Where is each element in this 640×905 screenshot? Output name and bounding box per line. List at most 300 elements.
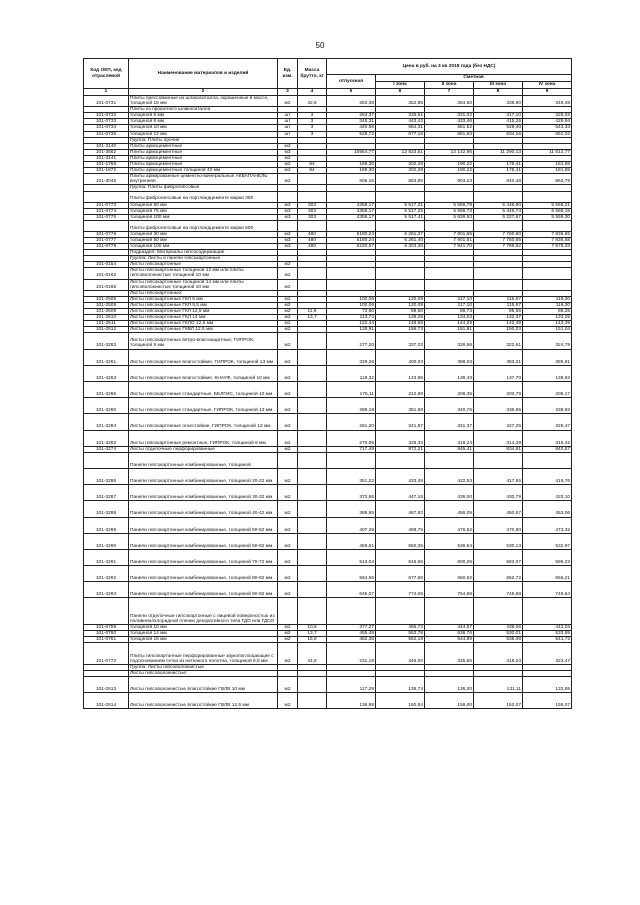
row-price-zone-3: 7 760,60 (474, 231, 523, 237)
row-mass (298, 398, 327, 414)
row-mass: 303 (298, 208, 327, 214)
row-mass: 13,7 (298, 631, 327, 637)
row-code: 101-2514 (84, 693, 129, 709)
row-name: Листы отделочные перфорированные (129, 446, 278, 452)
row-unit: м3 (278, 243, 298, 249)
row-name: Листы гипсокартонные стандартные, БЕЛГИС, толщиной 10 мм (129, 381, 278, 397)
header-zone-3: III зона (474, 82, 523, 89)
row-price-zone-4: 133,25 (523, 315, 572, 321)
row-mass (298, 220, 327, 231)
row-price-zone-3: 318,24 (474, 643, 523, 664)
row-price-zone-2: 117,10 (425, 296, 474, 302)
row-price-zone-2: 136,20 (425, 676, 474, 692)
row-price-zone-3: 430,79 (474, 485, 523, 501)
row-mass (298, 279, 327, 290)
row-price-zone-3: 327,25 (474, 414, 523, 430)
row-price-release: 100,06 (327, 302, 376, 308)
row-price-zone-2: 86,73 (425, 309, 474, 315)
table-row (84, 191, 572, 202)
header-zone-1: I зона (376, 82, 425, 89)
row-mass: 3 (298, 131, 327, 137)
row-name: Плиты фиброгипсовые на портландцементе марки 500 (129, 220, 278, 231)
row-price-zone-3: 593,07 (474, 549, 523, 565)
row-unit: м2 (278, 485, 298, 501)
header-unit: Ед. изм. (278, 59, 298, 89)
row-price-zone-4: 453,06 (523, 501, 572, 517)
row-price-zone-3: 439,06 (474, 625, 523, 631)
row-price-zone-3: 338,90 (474, 96, 523, 107)
row-price-release: 100,06 (327, 296, 376, 302)
row-mass (298, 268, 327, 279)
row-code: 101-0773 (84, 202, 129, 208)
row-price-zone-3 (474, 279, 523, 290)
row-price-zone-3: 417,55 (474, 468, 523, 484)
row-price-zone-4: 338,83 (523, 398, 572, 414)
row-unit: м2 (278, 625, 298, 631)
row-price-zone-1: 351,58 (376, 398, 425, 414)
row-price-zone-1: 337,02 (376, 333, 425, 349)
row-code: 101-2508 (84, 302, 129, 308)
row-price-zone-4: 532,97 (523, 533, 572, 549)
row-price-zone-2: 536,76 (425, 631, 474, 637)
row-price-zone-4: 533,65 (523, 631, 572, 637)
row-price-zone-3: 415,26 (474, 119, 523, 125)
column-index: 3 (278, 89, 298, 96)
table-row (84, 598, 572, 625)
row-price-zone-1: 550,35 (376, 533, 425, 549)
row-price-zone-2: 190,22 (425, 168, 474, 174)
row-name: Листы гипсокартонные ГКЛО 12,5 мм (129, 321, 278, 327)
row-price-zone-2 (425, 452, 474, 468)
row-price-zone-2: 436,00 (425, 485, 474, 501)
row-mass: 3 (298, 125, 327, 131)
row-price-zone-1: 138,28 (376, 315, 425, 321)
row-price-release: 345,31 (327, 119, 376, 125)
row-code: 101-0776 (84, 231, 129, 237)
row-price-zone-2: 661,93 (425, 131, 474, 137)
row-name: Плиты прессованные из шлакоситалла, окрашенные в массе, толщиной 15 мм (129, 96, 278, 107)
row-mass (298, 414, 327, 430)
row-mass (298, 365, 327, 381)
row-price-zone-3: 840,48 (474, 174, 523, 185)
table-row (84, 643, 572, 664)
row-code: 101-3280 (84, 398, 129, 414)
row-price-zone-1: 12 823,51 (376, 149, 425, 155)
row-price-zone-2: 456,09 (425, 501, 474, 517)
row-unit: м2 (278, 96, 298, 107)
row-price-zone-4: 324,79 (523, 333, 572, 349)
row-mass (298, 191, 327, 202)
row-price-zone-2: 7 901,61 (425, 237, 474, 243)
row-unit: м2 (278, 549, 298, 565)
row-mass (298, 468, 327, 484)
row-price-zone-3: 176,41 (474, 162, 523, 168)
row-price-release: 389,85 (327, 501, 376, 517)
row-price-release: 169,30 (327, 168, 376, 174)
row-unit: м3 (278, 237, 298, 243)
row-price-zone-1: 143,85 (376, 365, 425, 381)
row-name: Подраздел: Материалы гипсосодержащие (129, 250, 278, 256)
row-code: 101-2505 (84, 296, 129, 302)
row-mass (298, 333, 327, 349)
row-price-zone-3: 7 760,65 (474, 237, 523, 243)
row-unit: шт (278, 125, 298, 131)
header-zone-4: IV зона (523, 82, 572, 89)
table-row (84, 96, 572, 107)
row-price-zone-2: 331,37 (425, 414, 474, 430)
row-price-zone-3: 470,80 (474, 517, 523, 533)
row-price-zone-1: 341,87 (376, 414, 425, 430)
row-code: 101-0760 (84, 631, 129, 637)
row-price-release: 122,44 (327, 321, 376, 327)
row-price-release: 458,61 (327, 533, 376, 549)
row-mass (298, 174, 327, 185)
row-price-zone-1: 212,89 (376, 381, 425, 397)
row-unit: м2 (278, 315, 298, 321)
column-index: 8 (474, 89, 523, 96)
row-price-release: 10864,77 (327, 149, 376, 155)
row-price-zone-2: 845,41 (425, 446, 474, 452)
row-mass (298, 676, 327, 692)
row-price-release: 462,38 (327, 637, 376, 643)
row-unit: м2 (278, 333, 298, 349)
table-row (84, 430, 572, 446)
row-price-zone-3: 322,61 (474, 333, 523, 349)
row-price-zone-2: 151,91 (425, 327, 474, 333)
row-code: 101-4263 (84, 365, 129, 381)
row-price-zone-2 (425, 598, 474, 625)
row-code (84, 220, 129, 231)
row-price-release (327, 220, 376, 231)
row-code: 101-1872 (84, 168, 129, 174)
row-name: Плиты армоцементные (129, 155, 278, 161)
row-price-zone-2: 433,46 (425, 119, 474, 125)
row-name: Листы гипсокартонные ГКЛ 14 мм (129, 315, 278, 321)
row-price-zone-3: 85,55 (474, 309, 523, 315)
row-code: 101-3292 (84, 566, 129, 582)
row-name: Панели гипсокартонные комбинированные, толщиной 90-92 мм (129, 582, 278, 598)
row-unit: м3 (278, 143, 298, 149)
row-price-zone-4: 151,04 (523, 327, 572, 333)
row-unit: м2 (278, 262, 298, 268)
row-name: Панели гипсокартонные комбинированные, толщиной 40-42 мм (129, 501, 278, 517)
row-price-zone-1 (376, 268, 425, 279)
row-price-zone-2: 7 941,70 (425, 243, 474, 249)
row-code: 101-3282 (84, 430, 129, 446)
row-unit (278, 452, 298, 468)
row-code: 101-0777 (84, 237, 129, 243)
row-price-zone-4: 385,81 (523, 349, 572, 365)
table-row (84, 533, 572, 549)
row-code: 101-3285 (84, 381, 129, 397)
row-price-zone-4: 5 559,30 (523, 214, 572, 220)
row-name: Листы гипсокартонные: (129, 290, 278, 296)
row-code: 101-0734 (84, 125, 129, 131)
row-mass (298, 430, 327, 446)
row-name: Листы гипсокартонные ветро-влагозащитные, ГИПРОК, толщиной 9 мм (129, 333, 278, 349)
row-name: Панели гипсокартонные комбинированные, толщиной 60-62 мм (129, 533, 278, 549)
row-price-zone-1 (376, 598, 425, 625)
row-unit: м2 (278, 693, 298, 709)
row-price-release: 5180,24 (327, 231, 376, 237)
row-price-zone-3: 634,16 (474, 131, 523, 137)
table-row (84, 349, 572, 365)
row-mass (298, 693, 327, 709)
row-price-release: 4358,17 (327, 202, 376, 208)
row-price-zone-2: 5 639,53 (425, 214, 474, 220)
row-code: 101-0154 (84, 262, 129, 268)
row-price-zone-3: 115,67 (474, 302, 523, 308)
table-row (84, 582, 572, 598)
row-name: Плиты гипсокартонные перфорированные звукопоглощающие с подоснованием сетки из нетканого полотна, толщиной 8,5 мм (129, 643, 278, 664)
row-price-zone-2: 5 666,78 (425, 202, 474, 208)
row-price-zone-4: 596,23 (523, 549, 572, 565)
row-price-zone-4: 316,42 (523, 430, 572, 446)
row-unit: м2 (278, 398, 298, 414)
row-price-zone-3 (474, 191, 523, 202)
row-unit: м2 (278, 155, 298, 161)
row-price-zone-3: 150,03 (474, 327, 523, 333)
row-price-zone-1: 467,82 (376, 501, 425, 517)
row-mass (298, 598, 327, 625)
header-price-group: Цена в руб. на 3 кв 2018 года (без НДС) (327, 59, 572, 75)
row-price-zone-1: 138,74 (376, 676, 425, 692)
row-name: Листы гипсокартонные ГКЛ 9,5 мм (129, 302, 278, 308)
row-price-release: 264,37 (327, 113, 376, 119)
row-unit: м3 (278, 231, 298, 237)
row-name: Группа: Плиты фиброгипсовые (129, 185, 278, 191)
row-price-zone-3: 652,72 (474, 566, 523, 582)
row-name: Панели гипсокартонные комбинированные, толщиной (129, 452, 278, 468)
row-price-release: 372,66 (327, 485, 376, 501)
row-code (84, 598, 129, 625)
row-code: 101-0735 (84, 131, 129, 137)
row-code: 101-0775 (84, 214, 129, 220)
row-price-zone-4: 863,79 (523, 174, 572, 185)
row-name: толщиной 50 мм (129, 237, 278, 243)
row-price-zone-3: 314,29 (474, 430, 523, 446)
row-mass: 44,6 (298, 643, 327, 664)
row-price-zone-4: 155,07 (523, 693, 572, 709)
row-price-zone-1: 564,31 (376, 125, 425, 131)
row-unit: м2 (278, 533, 298, 549)
row-mass (298, 517, 327, 533)
row-price-zone-4 (523, 268, 572, 279)
row-code: 101-0733 (84, 119, 129, 125)
row-price-zone-2: 144,29 (425, 321, 474, 327)
row-price-zone-1: 433,48 (376, 468, 425, 484)
row-code: 101-3046 (84, 174, 129, 185)
table-row (84, 693, 572, 709)
row-mass: 10,5 (298, 625, 327, 631)
row-price-zone-4: 11 612,77 (523, 149, 572, 155)
row-code: 101-3140 (84, 143, 129, 149)
row-price-zone-3: 336,55 (474, 398, 523, 414)
row-unit (278, 220, 298, 231)
row-code: 101-3288 (84, 501, 129, 517)
row-unit: м2 (278, 327, 298, 333)
row-price-zone-2: 158,00 (425, 693, 474, 709)
row-price-zone-1 (376, 452, 425, 468)
row-price-zone-3: 5 446,80 (474, 202, 523, 208)
row-name: Группа: Листы гипсоволокнистые (129, 664, 278, 670)
row-price-zone-2 (425, 191, 474, 202)
table-row (84, 279, 572, 290)
row-code: 101-3291 (84, 549, 129, 565)
row-mass (298, 549, 327, 565)
row-price-release: 6220,57 (327, 243, 376, 249)
row-unit (278, 598, 298, 625)
row-unit: м2 (278, 296, 298, 302)
row-mass: 3 (298, 119, 327, 125)
row-price-release: 329,26 (327, 349, 376, 365)
row-price-zone-3: 745,68 (474, 582, 523, 598)
table-row (84, 398, 572, 414)
row-unit: шт (278, 119, 298, 125)
row-unit: м2 (278, 174, 298, 185)
row-price-zone-3 (474, 452, 523, 468)
row-price-zone-4: 419,76 (523, 468, 572, 484)
row-price-zone-3: 450,67 (474, 501, 523, 517)
row-price-zone-3: 131,11 (474, 676, 523, 692)
row-price-zone-2: 544,89 (425, 637, 474, 643)
row-unit: м2 (278, 381, 298, 397)
column-index: 2 (129, 89, 278, 96)
row-unit: м2 (278, 582, 298, 598)
row-price-zone-3: 203,79 (474, 381, 523, 397)
row-price-zone-2: 600,26 (425, 549, 474, 565)
row-mass: 84 (298, 162, 327, 168)
row-price-zone-1: 89,50 (376, 309, 425, 315)
row-price-zone-2: 754,69 (425, 582, 474, 598)
row-name: Плиты фиброгипсовые на портландцементе марки 300 (129, 191, 278, 202)
row-price-zone-4: 116,30 (523, 296, 572, 302)
header-release: отпускная (327, 75, 376, 89)
row-name: Плиты армированные цементно-минеральные АКВАПАНЕЛЬ внутренняя (129, 174, 278, 185)
row-price-zone-3 (474, 268, 523, 279)
row-mass: 13,7 (298, 315, 327, 321)
row-name: Листы гипсоволокнистые влагостойкие ГВЛВ 10 мм (129, 676, 278, 692)
row-mass (298, 533, 327, 549)
row-price-zone-2: 422,53 (425, 468, 474, 484)
row-price-zone-4 (523, 598, 572, 625)
row-price-zone-1: 863,85 (376, 174, 425, 185)
row-price-release: 407,29 (327, 517, 376, 533)
row-price-zone-4: 205,17 (523, 381, 572, 397)
row-price-zone-1: 447,18 (376, 485, 425, 501)
row-price-zone-1: 5 517,31 (376, 202, 425, 208)
row-code: 101-3261 (84, 349, 129, 365)
row-price-zone-3: 5 227,67 (474, 214, 523, 220)
row-price-zone-3 (474, 598, 523, 625)
row-name: Плиты армоцементные толщиной 40 мм (129, 168, 278, 174)
row-price-zone-4: 5 568,21 (523, 202, 572, 208)
row-price-release: 283,38 (327, 96, 376, 107)
column-index: 7 (425, 89, 474, 96)
row-unit: м2 (278, 162, 298, 168)
row-price-release: 564,66 (327, 566, 376, 582)
table-row (84, 452, 572, 468)
row-price-zone-1: 400,33 (376, 349, 425, 365)
row-price-zone-1: 455,72 (376, 625, 425, 631)
row-mass (298, 501, 327, 517)
row-price-zone-2: 354,60 (425, 96, 474, 107)
row-price-zone-3: 834,91 (474, 446, 523, 452)
row-unit: шт (278, 131, 298, 137)
row-name: Листы гипсокартонные влагостойкие, КНАУФ, толщиной 10 мм (129, 365, 278, 381)
row-unit: м2 (278, 566, 298, 582)
row-name: толщиной 100 мм (129, 243, 278, 249)
row-price-zone-1: 5 517,41 (376, 214, 425, 220)
row-unit: м3 (278, 214, 298, 220)
row-price-zone-3: 7 799,92 (474, 243, 523, 249)
row-unit: м2 (278, 365, 298, 381)
row-price-release: 4358,17 (327, 214, 376, 220)
row-code: 101-3274 (84, 446, 129, 452)
row-price-zone-4: 433,10 (523, 485, 572, 501)
row-name: Листы гипсокартонные влагостойкие, ГИПРОК, толщиной 13 мм (129, 349, 278, 365)
row-price-release: 231,19 (327, 643, 376, 664)
row-price-release: 289,18 (327, 398, 376, 414)
row-price-zone-2: 134,03 (425, 315, 474, 321)
row-price-zone-1 (376, 279, 425, 290)
row-code: 101-3293 (84, 582, 129, 598)
row-name: Группа: Плиты прочие (129, 137, 278, 143)
row-unit: шт (278, 113, 298, 119)
row-price-zone-1: 328,33 (376, 430, 425, 446)
row-price-zone-2: 444,57 (425, 625, 474, 631)
row-price-zone-2: 7 901,65 (425, 231, 474, 237)
header-name: Наименование материалов и изделий (129, 59, 278, 89)
row-price-zone-1: 6 261,37 (376, 231, 425, 237)
row-price-zone-1: 443,43 (376, 119, 425, 125)
row-unit: м2 (278, 302, 298, 308)
row-name: Панели гипсокартонные комбинированные, толщиной 20-22 мм (129, 468, 278, 484)
row-price-release: 4358,17 (327, 208, 376, 214)
row-price-zone-2: 139,43 (425, 365, 474, 381)
row-price-release: 118,32 (327, 365, 376, 381)
row-code: 101-2512 (84, 327, 129, 333)
row-code: 101-0774 (84, 208, 129, 214)
row-price-release: 277,20 (327, 333, 376, 349)
row-price-zone-4 (523, 220, 572, 231)
row-code: 101-2511 (84, 321, 129, 327)
row-unit: м2 (278, 430, 298, 446)
table-row (84, 549, 572, 565)
row-code: 101-3286 (84, 468, 129, 484)
row-price-zone-3: 383,21 (474, 349, 523, 365)
row-price-zone-3: 132,37 (474, 315, 523, 321)
row-mass: 84 (298, 168, 327, 174)
row-price-release: 5180,24 (327, 237, 376, 243)
row-code: 101-3287 (84, 485, 129, 501)
row-price-zone-4: 442,03 (523, 625, 572, 631)
row-unit: м3 (278, 202, 298, 208)
row-price-zone-4: 138,63 (523, 365, 572, 381)
row-name: Листы гипсокартонные ремонтные, ГИПРОК, толщиной 6 мм (129, 430, 278, 446)
row-price-release: 351,22 (327, 468, 376, 484)
row-price-zone-2: 206,35 (425, 381, 474, 397)
row-price-zone-1: 202,28 (376, 168, 425, 174)
row-price-zone-3: 176,41 (474, 168, 523, 174)
row-price-release: 136,98 (327, 693, 376, 709)
row-price-zone-2: 190,22 (425, 162, 474, 168)
row-price-zone-3: 538,08 (474, 637, 523, 643)
row-price-release: 113,74 (327, 315, 376, 321)
row-unit: м2 (278, 279, 298, 290)
row-unit: м2 (278, 321, 298, 327)
row-name: Листы гипсокартонные стандартные, ГИПРОК, толщиной 13 мм (129, 398, 278, 414)
